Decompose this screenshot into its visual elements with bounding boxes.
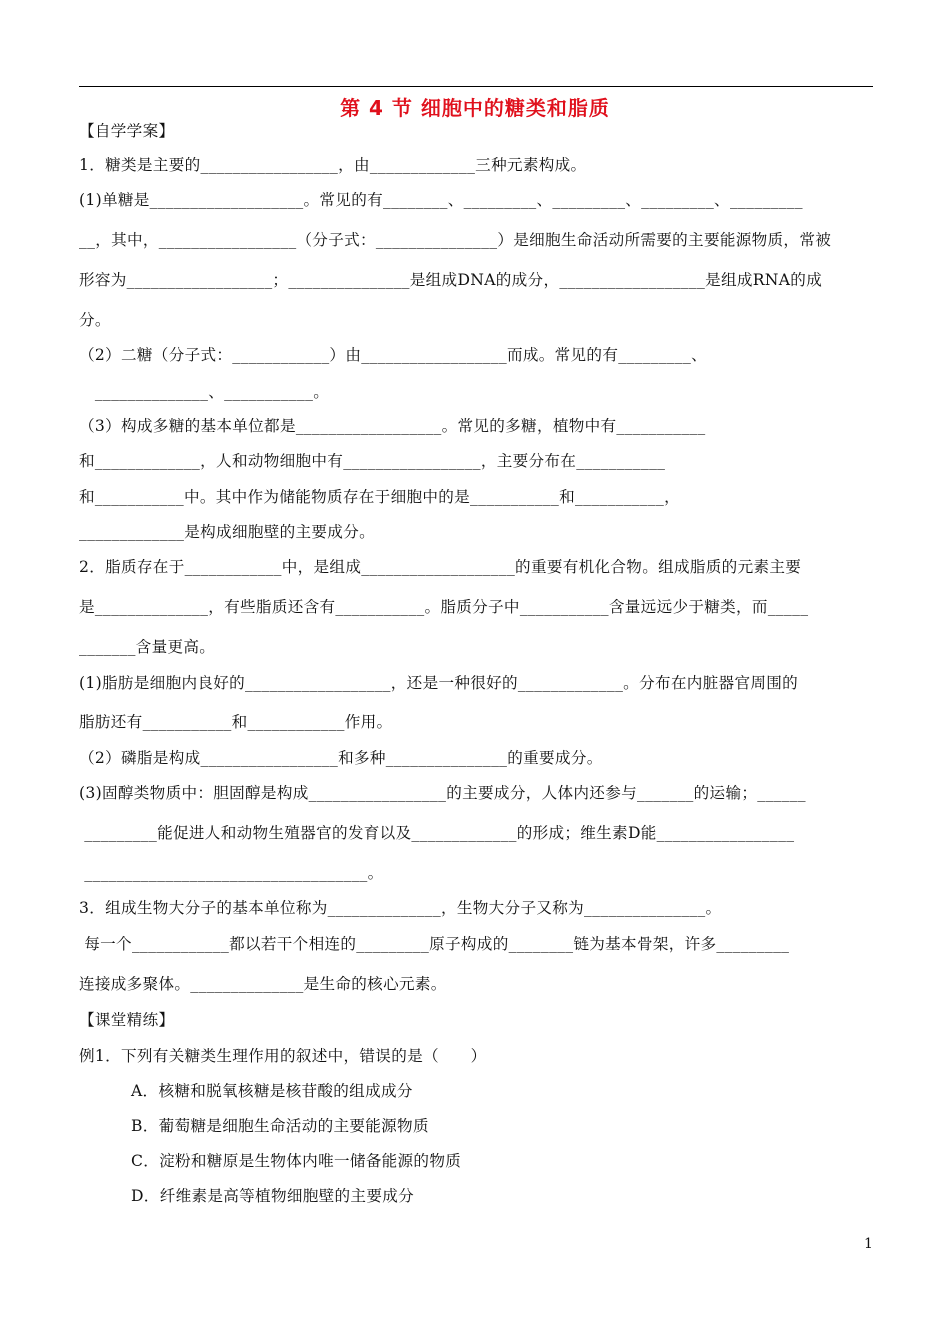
text-line: 和___________中。其中作为储能物质存在于细胞中的是___________和___________， — [79, 488, 680, 506]
question-option-a: A．核糖和脱氧核糖是核苷酸的组成成分 — [131, 1082, 413, 1100]
header-rule — [79, 86, 873, 87]
text-line: __，其中，_________________（分子式：_______________）是细胞生命活动所需要的主要能源物质，常被 — [79, 231, 832, 249]
text-line: 连接成多聚体。______________是生命的核心元素。 — [79, 975, 447, 993]
text-line: (1)脂肪是细胞内良好的__________________，还是一种很好的_____________。分布在内脏器官周围的 — [79, 674, 799, 692]
page-title: 第 4 节 细胞中的糖类和脂质 — [340, 96, 610, 120]
question-stem: 例1．下列有关糖类生理作用的叙述中，错误的是（ ） — [79, 1047, 487, 1065]
text-line: _____________是构成细胞壁的主要成分。 — [79, 523, 375, 541]
section-heading-classroom: 【课堂精练】 — [79, 1011, 175, 1029]
text-line: 2．脂质存在于____________中，是组成___________________的重要有机化合物。组成脂质的元素主要 — [79, 558, 802, 576]
text-line: 是______________，有些脂质还含有___________。脂质分子中___________含量远远少于糖类，而_____ — [79, 598, 809, 616]
text-line: ___________________________________。 — [79, 864, 384, 882]
text-line: 3．组成生物大分子的基本单位称为______________，生物大分子又称为_______________。 — [79, 899, 722, 917]
text-line: 分。 — [79, 311, 111, 329]
text-line: 脂肪还有___________和____________作用。 — [79, 713, 393, 731]
text-line: 每一个____________都以若干个相连的_________原子构成的________链为基本骨架，许多_________ — [79, 935, 790, 953]
text-line: ______________、___________。 — [79, 383, 330, 401]
text-line: _________能促进人和动物生殖器官的发育以及_____________的形成；维生素D能_________________ — [79, 824, 795, 842]
text-line: _______含量更高。 — [79, 638, 216, 656]
question-option-b: B．葡萄糖是细胞生命活动的主要能源物质 — [131, 1117, 429, 1135]
text-line: (1)单糖是___________________。常见的有________、_________、_________、_________、_________ — [79, 191, 803, 209]
question-option-c: C．淀粉和糖原是生物体内唯一储备能源的物质 — [131, 1152, 462, 1170]
section-heading-self-study: 【自学学案】 — [79, 122, 175, 140]
text-line: 形容为__________________；_______________是组成DNA的成分，__________________是组成RNA的成 — [79, 271, 823, 289]
text-line: 1．糖类是主要的_________________，由_____________三种元素构成。 — [79, 156, 587, 174]
text-line: （3）构成多糖的基本单位都是__________________。常见的多糖，植物中有___________ — [79, 417, 706, 435]
text-line: （2）二糖（分子式：____________）由__________________而成。常见的有_________、 — [79, 346, 707, 364]
page-number: 1 — [864, 1236, 873, 1252]
question-option-d: D．纤维素是高等植物细胞壁的主要成分 — [131, 1187, 414, 1205]
text-line: 和_____________，人和动物细胞中有_________________，主要分布在___________ — [79, 452, 666, 470]
text-line: (3)固醇类物质中：胆固醇是构成_________________的主要成分，人体内还参与_______的运输；______ — [79, 784, 806, 802]
text-line: （2）磷脂是构成_________________和多种_______________的重要成分。 — [79, 749, 603, 767]
